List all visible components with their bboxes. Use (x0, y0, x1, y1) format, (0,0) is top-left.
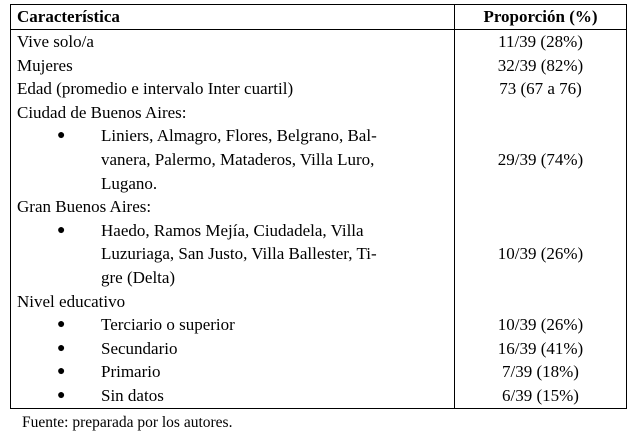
bullet-icon: ● (57, 317, 66, 333)
bullet-text: Liniers, Almagro, Flores, Belgrano, Bal- vanera, Palermo, Mataderos, Villa Luro, Lugano. (101, 126, 377, 193)
bullet-icon: ● (57, 222, 66, 238)
table-row (11, 384, 627, 408)
row-label: Mujeres (11, 54, 455, 78)
row-value: 73 (67 a 76) (499, 79, 582, 99)
table-row (11, 313, 627, 337)
bullet-text: Sin datos (101, 385, 164, 405)
row-value (455, 195, 627, 219)
bullet-item (17, 360, 448, 384)
characteristics-table (10, 4, 627, 409)
row-value: 6/39 (15%) (502, 385, 579, 405)
row-value (455, 290, 627, 314)
table-row (11, 219, 627, 290)
section-label-nivel-educativo: Nivel educativo (11, 290, 455, 314)
bullet-item (17, 124, 448, 195)
table-row (11, 101, 627, 125)
section-label-caba: Ciudad de Buenos Aires: (11, 101, 455, 125)
bullet-item (17, 337, 448, 361)
table-row (11, 337, 627, 361)
table-header-row (11, 5, 627, 30)
table-row (11, 124, 627, 195)
section-label-gba: Gran Buenos Aires: (11, 195, 455, 219)
table-row (11, 360, 627, 384)
row-label: Vive solo/a (11, 30, 455, 54)
characteristics-table-container (10, 4, 626, 409)
bullet-icon: ● (57, 128, 66, 144)
source-footnote: Fuente: preparada por los autores. (22, 414, 233, 431)
bullet-item (17, 313, 448, 337)
table-row (11, 195, 627, 219)
row-value: 29/39 (74%) (497, 149, 584, 169)
bullet-icon: ● (57, 387, 66, 403)
row-value (455, 101, 627, 125)
row-value: 7/39 (18%) (502, 362, 579, 382)
table-row (11, 54, 627, 78)
bullet-icon: ● (57, 364, 66, 380)
bullet-item (17, 384, 448, 408)
bullet-item (17, 219, 448, 290)
header-caracteristica: Característica (11, 5, 455, 30)
header-proporcion: Proporción (%) (455, 5, 627, 30)
row-value: 32/39 (82%) (497, 55, 584, 75)
bullet-text: Terciario o superior (101, 315, 235, 335)
row-label: Edad (promedio e intervalo Inter cuartil) (11, 77, 455, 101)
table-row (11, 290, 627, 314)
table-row (11, 30, 627, 54)
table-row (11, 77, 627, 101)
bullet-text: Primario (101, 362, 161, 382)
row-value: 10/39 (26%) (497, 244, 584, 264)
row-value: 16/39 (41%) (497, 338, 584, 358)
row-value: 11/39 (28%) (498, 32, 583, 51)
bullet-text: Haedo, Ramos Mejía, Ciudadela, Villa Luzuriaga, San Justo, Villa Ballester, Ti- gre (Delta) (101, 220, 377, 287)
row-value: 10/39 (26%) (497, 315, 584, 335)
bullet-icon: ● (57, 340, 66, 356)
bullet-text: Secundario (101, 338, 178, 358)
